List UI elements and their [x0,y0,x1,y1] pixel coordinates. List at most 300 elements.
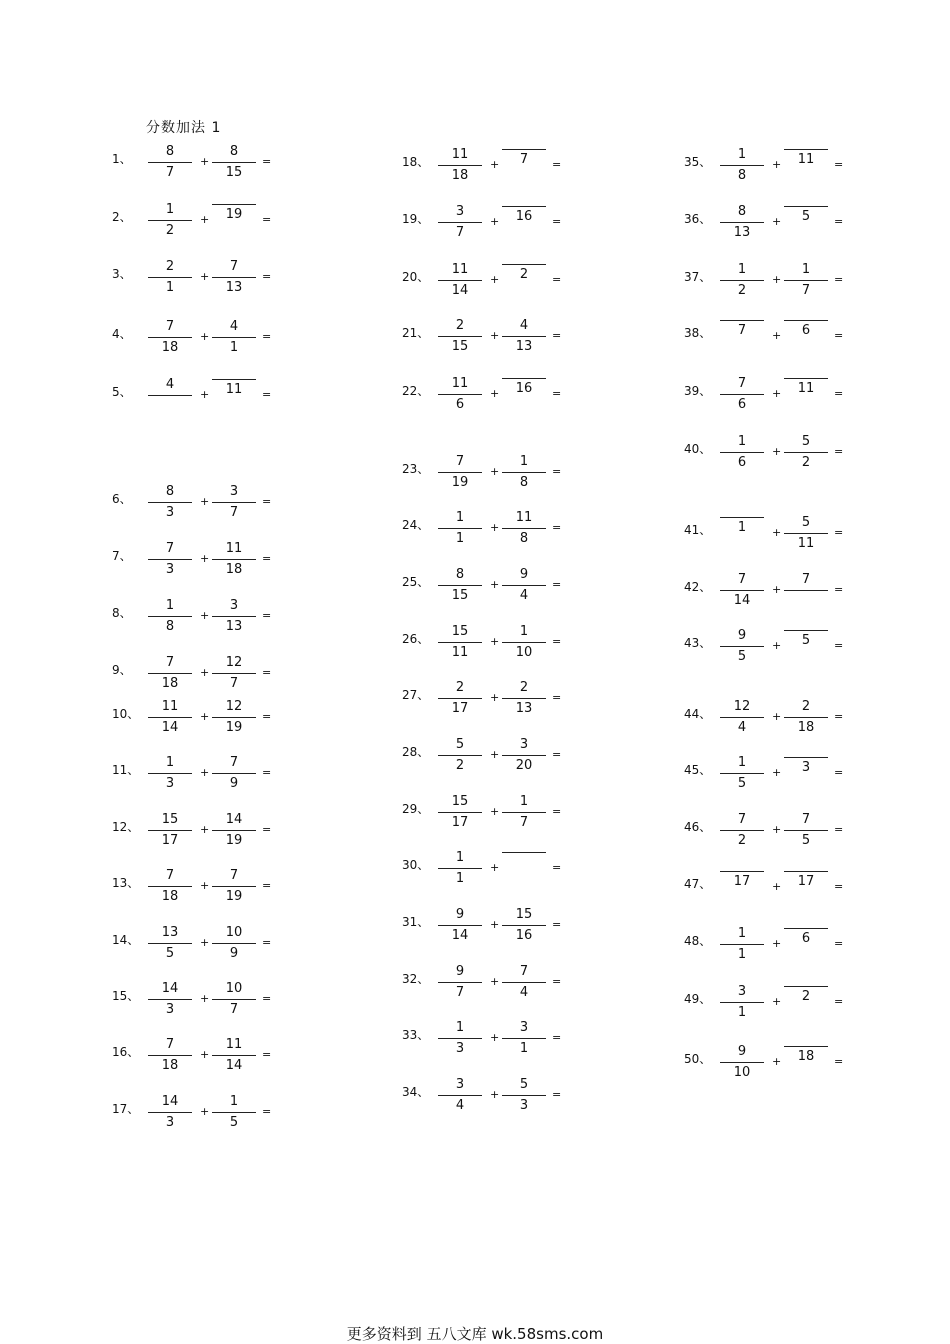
problem-number: 22、 [402,384,430,398]
denominator: 16 [515,928,533,943]
fraction-a [720,628,764,665]
fraction-bar [784,452,828,453]
problem-number: 31、 [402,915,430,929]
fraction-a [438,204,482,241]
problem-number: 37、 [684,270,712,284]
fraction-bar [148,1112,192,1113]
plus-sign: + [490,1031,500,1044]
worksheet-title: 分数加法 1 [146,120,222,136]
fraction-a [438,737,482,774]
fraction-bar [212,773,256,774]
plus-sign: + [772,766,782,779]
numerator: 7 [519,964,529,979]
plus-sign: + [200,879,210,892]
fraction-a [438,510,482,547]
fraction-a [720,376,764,413]
problem-number: 33、 [402,1028,430,1042]
problem-number: 19、 [402,212,430,226]
fraction-a [148,868,192,905]
fraction-b [212,541,256,578]
numerator: 2 [801,699,811,714]
numerator: 12 [225,655,243,670]
numerator: 2 [165,259,175,274]
equals-sign: = [552,691,562,704]
fraction-b [784,262,828,299]
fraction-bar [212,616,256,617]
problem-number: 46、 [684,820,712,834]
plus-sign: + [490,158,500,171]
fraction-b [784,984,828,1005]
numerator: 7 [737,572,747,587]
fraction-b [212,319,256,356]
numerator: 5 [801,515,811,530]
fraction-bar [720,871,764,872]
denominator: 18 [161,889,179,904]
denominator: 18 [225,562,243,577]
numerator: 4 [519,318,529,333]
fraction-a [438,567,482,604]
denominator: 7 [737,323,747,338]
fraction-bar [784,590,828,591]
fraction-b [212,699,256,736]
fraction-b [502,510,546,547]
fraction-bar [438,755,482,756]
fraction-a [148,377,192,398]
equals-sign: = [262,388,272,401]
plus-sign: + [490,1088,500,1101]
equals-sign: = [834,329,844,342]
problem-number: 8、 [112,606,132,620]
plus-sign: + [200,213,210,226]
equals-sign: = [834,387,844,400]
fraction-bar [438,812,482,813]
problem-number: 24、 [402,518,430,532]
equals-sign: = [834,445,844,458]
denominator: 9 [229,946,239,961]
fraction-bar [148,337,192,338]
denominator: 6 [737,397,747,412]
equals-sign: = [262,766,272,779]
numerator: 7 [165,868,175,883]
denominator: 10 [733,1065,751,1080]
numerator: 3 [455,1077,465,1092]
fraction-b [784,926,828,947]
numerator: 3 [229,484,239,499]
fraction-b [784,204,828,225]
fraction-bar [438,698,482,699]
fraction-bar [502,149,546,150]
denominator: 19 [225,207,243,222]
numerator: 3 [519,737,529,752]
fraction-bar [784,533,828,534]
fraction-b [502,262,546,283]
problem-number: 1、 [112,152,132,166]
fraction-a [148,1094,192,1131]
fraction-bar [148,999,192,1000]
denominator: 15 [451,339,469,354]
fraction-a [720,1044,764,1081]
plus-sign: + [490,918,500,931]
fraction-bar [148,502,192,503]
fraction-b [212,655,256,692]
denominator: 17 [797,874,815,889]
equals-sign: = [552,861,562,874]
problem-number: 30、 [402,858,430,872]
plus-sign: + [490,861,500,874]
fraction-a [720,572,764,609]
denominator: 1 [165,280,175,295]
problem-number: 42、 [684,580,712,594]
denominator: 15 [451,588,469,603]
plus-sign: + [772,329,782,342]
plus-sign: + [200,710,210,723]
fraction-a [148,925,192,962]
problem-number: 16、 [112,1045,140,1059]
problem-number: 29、 [402,802,430,816]
denominator: 16 [515,381,533,396]
fraction-b [784,318,828,339]
problem-number: 21、 [402,326,430,340]
denominator: 5 [737,776,747,791]
fraction-bar [502,812,546,813]
denominator: 4 [519,985,529,1000]
denominator: 10 [515,645,533,660]
numerator: 3 [455,204,465,219]
numerator: 12 [733,699,751,714]
fraction-bar [720,773,764,774]
fraction-a [438,680,482,717]
numerator: 11 [515,510,533,525]
problem-number: 2、 [112,210,132,224]
denominator: 3 [165,562,175,577]
denominator: 18 [161,676,179,691]
fraction-bar [212,162,256,163]
equals-sign: = [262,270,272,283]
numerator: 7 [737,376,747,391]
denominator: 3 [165,1115,175,1130]
fraction-bar [148,559,192,560]
numerator: 2 [455,680,465,695]
equals-sign: = [262,879,272,892]
fraction-bar [720,1002,764,1003]
problem-number: 47、 [684,877,712,891]
fraction-bar [784,320,828,321]
numerator: 4 [165,377,175,392]
fraction-b [784,515,828,552]
equals-sign: = [262,213,272,226]
fraction-bar [502,472,546,473]
plus-sign: + [200,270,210,283]
denominator: 2 [519,267,529,282]
numerator: 1 [737,926,747,941]
numerator: 7 [801,812,811,827]
numerator: 14 [161,981,179,996]
fraction-b [502,737,546,774]
fraction-bar [784,717,828,718]
denominator: 15 [225,165,243,180]
numerator: 4 [229,319,239,334]
problem-number: 12、 [112,820,140,834]
equals-sign: = [262,823,272,836]
fraction-bar [212,502,256,503]
plus-sign: + [200,609,210,622]
equals-sign: = [834,995,844,1008]
equals-sign: = [552,1088,562,1101]
numerator: 11 [451,376,469,391]
problem-number: 17、 [112,1102,140,1116]
fraction-a [148,755,192,792]
numerator: 14 [161,1094,179,1109]
plus-sign: + [772,1055,782,1068]
fraction-a [438,1020,482,1057]
fraction-b [212,1094,256,1131]
fraction-bar [720,517,764,518]
fraction-bar [212,379,256,380]
fraction-bar [784,280,828,281]
problem-number: 44、 [684,707,712,721]
numerator: 11 [451,147,469,162]
fraction-b [784,628,828,649]
denominator: 5 [737,649,747,664]
fraction-b [502,1077,546,1114]
numerator: 1 [165,755,175,770]
fraction-a [720,926,764,963]
numerator: 9 [519,567,529,582]
denominator: 18 [797,1049,815,1064]
denominator: 5 [801,209,811,224]
fraction-b [784,376,828,397]
equals-sign: = [262,155,272,168]
numerator: 11 [161,699,179,714]
denominator: 1 [229,340,239,355]
fraction-a [148,981,192,1018]
fraction-a [148,598,192,635]
numerator: 7 [165,1037,175,1052]
denominator: 11 [797,381,815,396]
numerator: 1 [455,1020,465,1035]
denominator: 4 [519,588,529,603]
fraction-b [212,755,256,792]
fraction-b [212,259,256,296]
numerator: 1 [229,1094,239,1109]
equals-sign: = [262,609,272,622]
fraction-bar [784,928,828,929]
denominator: 5 [801,633,811,648]
denominator: 5 [165,946,175,961]
numerator: 7 [165,541,175,556]
problem-number: 36、 [684,212,712,226]
numerator: 2 [455,318,465,333]
fraction-b [212,144,256,181]
fraction-bar [502,378,546,379]
numerator: 7 [455,454,465,469]
equals-sign: = [552,805,562,818]
equals-sign: = [262,936,272,949]
fraction-bar [784,149,828,150]
denominator: 18 [161,1058,179,1073]
fraction-b [784,869,828,890]
denominator: 14 [451,283,469,298]
problem-number: 43、 [684,636,712,650]
denominator: 11 [797,536,815,551]
fraction-bar [212,673,256,674]
numerator: 11 [451,262,469,277]
numerator: 1 [165,598,175,613]
denominator: 13 [515,701,533,716]
equals-sign: = [552,465,562,478]
problem-number: 41、 [684,523,712,537]
denominator: 3 [519,1098,529,1113]
fraction-a [148,541,192,578]
fraction-bar [438,165,482,166]
fraction-b [784,434,828,471]
denominator: 8 [737,168,747,183]
equals-sign: = [552,215,562,228]
fraction-b [502,454,546,491]
fraction-b [784,755,828,776]
fraction-bar [502,755,546,756]
fraction-a [438,1077,482,1114]
denominator: 19 [225,833,243,848]
denominator: 2 [801,455,811,470]
plus-sign: + [490,465,500,478]
numerator: 13 [161,925,179,940]
numerator: 7 [229,868,239,883]
problem-number: 23、 [402,462,430,476]
fraction-bar [212,830,256,831]
fraction-bar [212,943,256,944]
fraction-a [438,454,482,491]
denominator: 13 [515,339,533,354]
numerator: 1 [737,434,747,449]
denominator: 6 [737,455,747,470]
denominator: 17 [451,701,469,716]
problem-number: 25、 [402,575,430,589]
fraction-bar [212,277,256,278]
denominator: 14 [451,928,469,943]
fraction-a [438,376,482,413]
fraction-bar [438,982,482,983]
plus-sign: + [772,273,782,286]
equals-sign: = [834,273,844,286]
equals-sign: = [262,710,272,723]
denominator: 7 [519,152,529,167]
fraction-bar [212,559,256,560]
footer-watermark: 更多资料到 五八文库 wk.58sms.com [346,1325,604,1343]
equals-sign: = [552,975,562,988]
denominator: 2 [737,283,747,298]
fraction-a [438,262,482,299]
problem-number: 34、 [402,1085,430,1099]
plus-sign: + [772,526,782,539]
fraction-a [720,515,764,536]
denominator: 3 [165,1002,175,1017]
equals-sign: = [834,823,844,836]
fraction-bar [148,830,192,831]
problem-number: 28、 [402,745,430,759]
denominator: 6 [455,397,465,412]
fraction-a [438,964,482,1001]
equals-sign: = [834,639,844,652]
fraction-b [784,147,828,168]
denominator: 2 [165,223,175,238]
equals-sign: = [262,1048,272,1061]
numerator: 14 [225,812,243,827]
numerator: 3 [229,598,239,613]
fraction-b [784,572,828,593]
denominator: 11 [451,645,469,660]
fraction-bar [438,1038,482,1039]
equals-sign: = [262,1105,272,1118]
plus-sign: + [490,521,500,534]
plus-sign: + [200,330,210,343]
numerator: 1 [519,624,529,639]
fraction-a [720,984,764,1021]
numerator: 1 [455,850,465,865]
fraction-bar [212,1112,256,1113]
denominator: 2 [737,833,747,848]
fraction-bar [720,394,764,395]
numerator: 1 [165,202,175,217]
plus-sign: + [200,992,210,1005]
denominator: 3 [165,776,175,791]
fraction-bar [438,280,482,281]
problem-number: 32、 [402,972,430,986]
fraction-a [148,812,192,849]
fraction-bar [784,830,828,831]
fraction-bar [720,717,764,718]
fraction-a [148,655,192,692]
problem-number: 39、 [684,384,712,398]
plus-sign: + [200,766,210,779]
fraction-b [784,1044,828,1065]
numerator: 12 [225,699,243,714]
plus-sign: + [490,578,500,591]
fraction-bar [784,1046,828,1047]
fraction-bar [502,1038,546,1039]
plus-sign: + [490,273,500,286]
fraction-bar [438,1095,482,1096]
denominator: 3 [455,1041,465,1056]
fraction-b [502,850,546,855]
denominator: 20 [515,758,533,773]
fraction-bar [148,1055,192,1056]
problem-number: 13、 [112,876,140,890]
numerator: 1 [737,147,747,162]
numerator: 1 [519,794,529,809]
equals-sign: = [552,748,562,761]
fraction-bar [148,886,192,887]
equals-sign: = [552,1031,562,1044]
problem-number: 6、 [112,492,132,506]
numerator: 3 [737,984,747,999]
fraction-bar [502,206,546,207]
problem-number: 18、 [402,155,430,169]
denominator: 7 [455,225,465,240]
equals-sign: = [262,330,272,343]
denominator: 7 [229,1002,239,1017]
plus-sign: + [200,155,210,168]
fraction-bar [148,943,192,944]
fraction-a [148,202,192,239]
fraction-bar [502,982,546,983]
numerator: 1 [737,755,747,770]
denominator: 7 [455,985,465,1000]
equals-sign: = [834,710,844,723]
problem-number: 50、 [684,1052,712,1066]
fraction-bar [212,999,256,1000]
fraction-bar [148,717,192,718]
